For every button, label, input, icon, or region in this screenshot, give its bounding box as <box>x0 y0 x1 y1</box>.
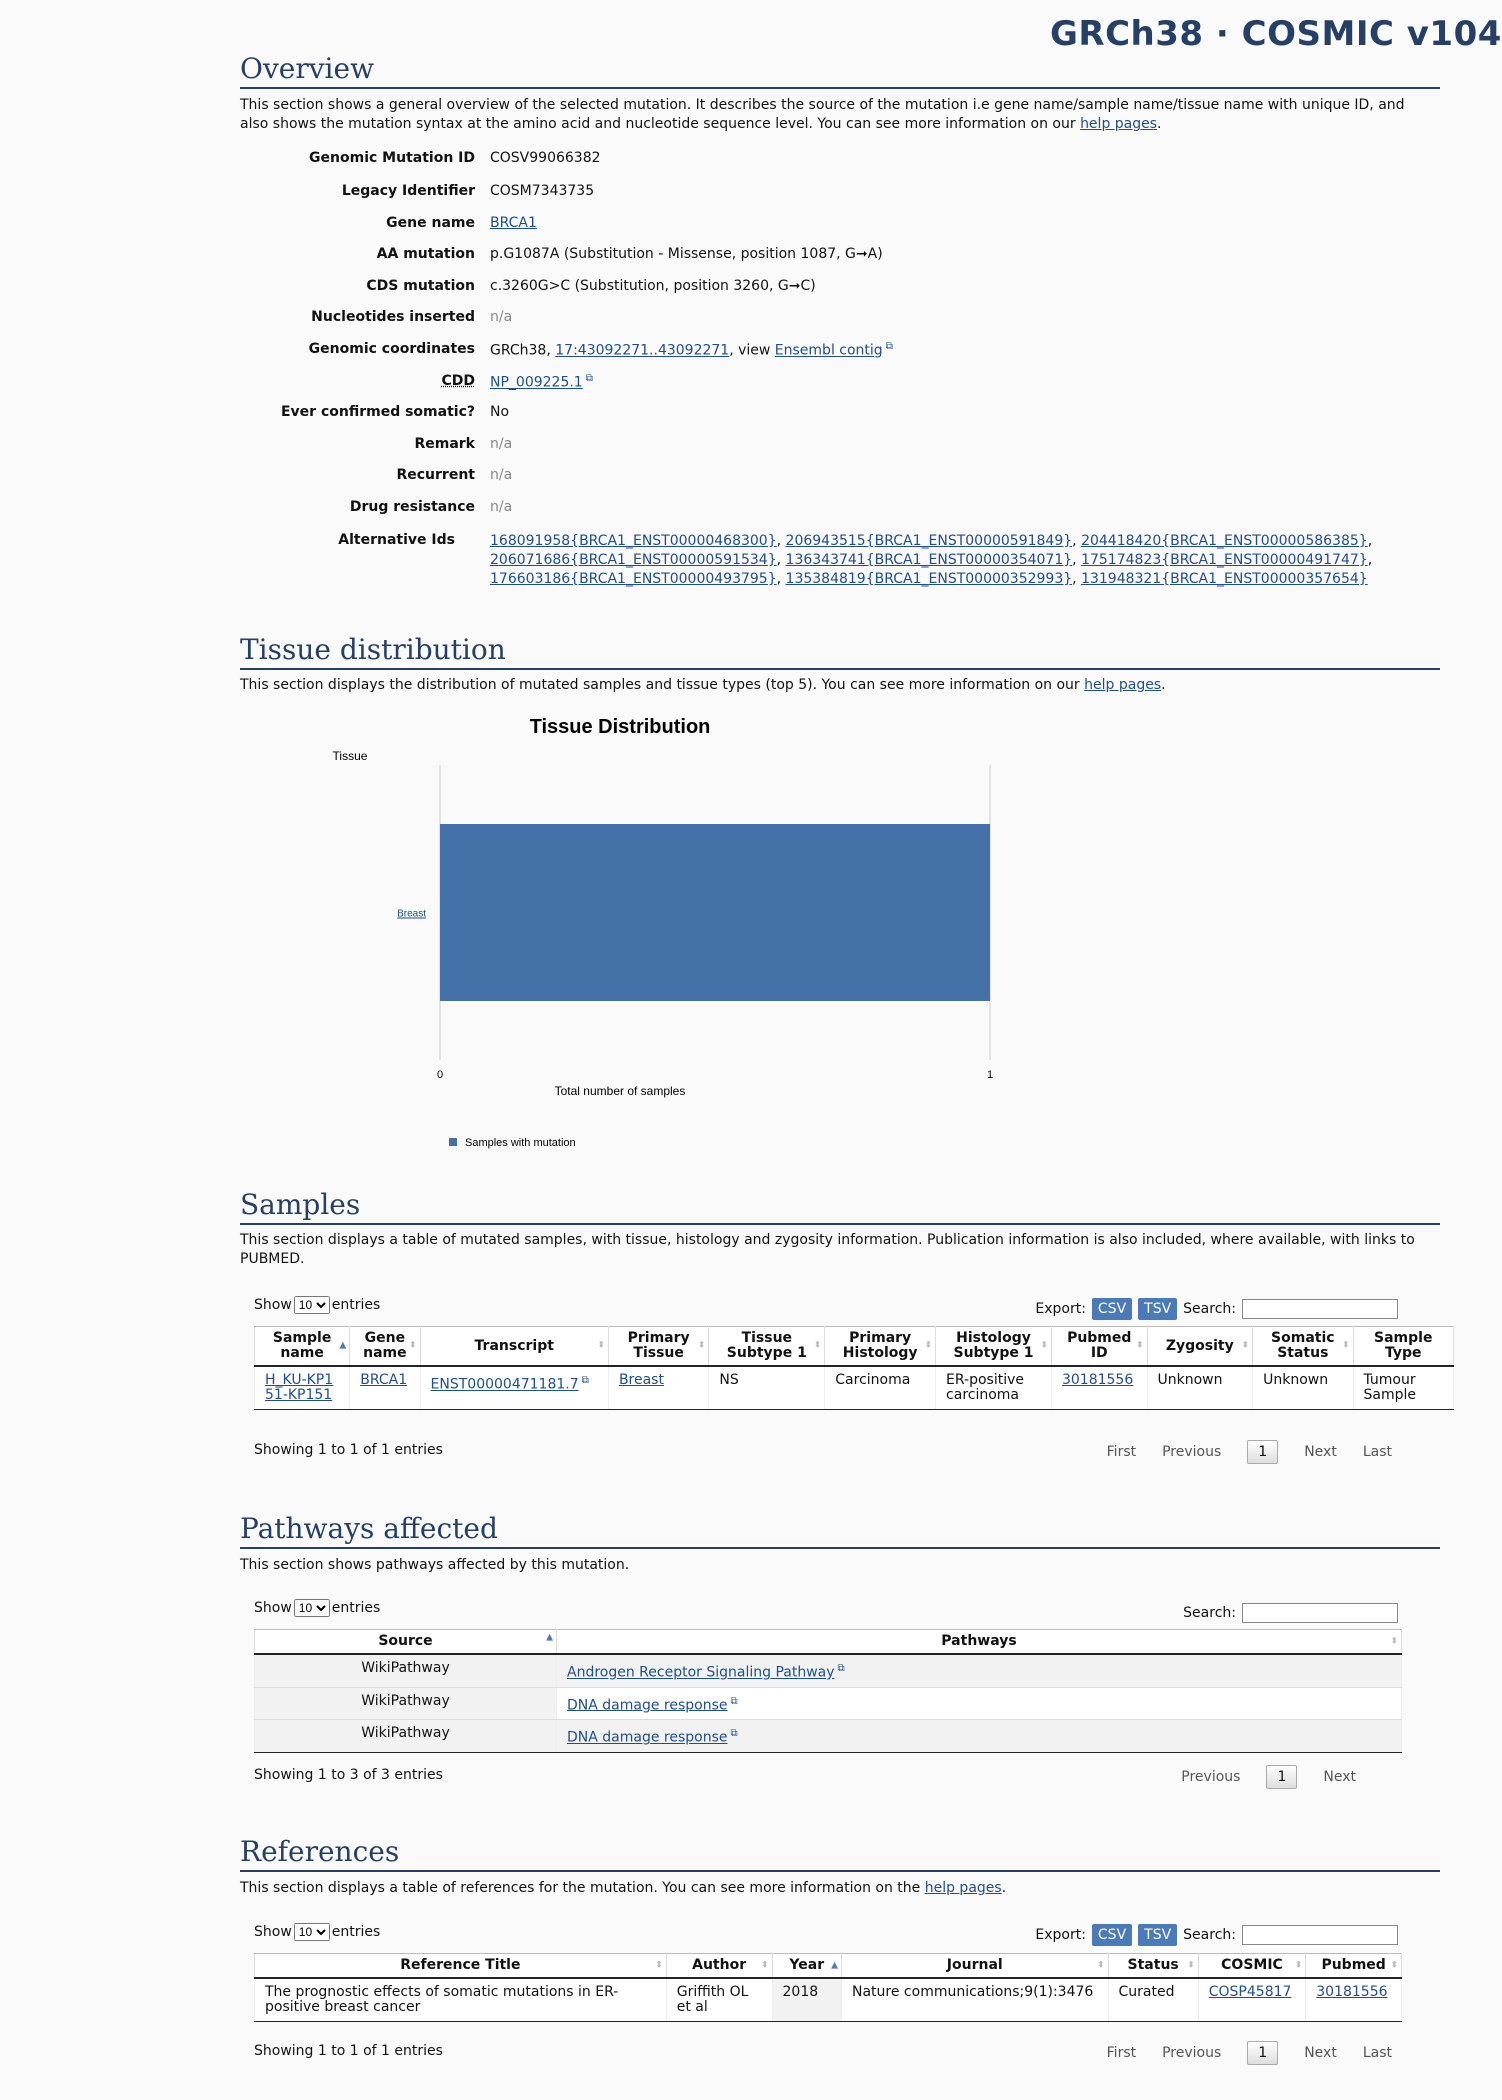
col-primary-histology[interactable]: Primary Histology ⬍ <box>825 1327 936 1367</box>
alt-id-link[interactable]: 175174823{BRCA1_ENST00000491747} <box>1081 552 1368 568</box>
external-link-icon: ⧉ <box>730 1695 738 1707</box>
table-row <box>255 1654 1402 1687</box>
genomic-coordinates-label: Genomic coordinates <box>308 341 475 357</box>
export-label: Export: <box>1035 1927 1086 1943</box>
aa-mutation-label: AA mutation <box>376 246 475 262</box>
reference-title-cell: The prognostic effects of somatic mutations in ER-positive breast cancer <box>255 1978 667 2022</box>
pager-next[interactable]: Next <box>1304 2045 1337 2061</box>
samples-info: Showing 1 to 1 of 1 entries <box>254 1442 443 1458</box>
alt-id-link[interactable]: 176603186{BRCA1_ENST00000493795} <box>490 571 777 587</box>
page-brand-title: GRCh38 · COSMIC v104 <box>1050 14 1502 54</box>
alt-id-link[interactable]: 168091958{BRCA1_ENST00000468300} <box>490 533 777 549</box>
col-author[interactable]: Author ⬍ <box>666 1954 772 1979</box>
references-help-link[interactable]: help pages <box>924 1880 1002 1896</box>
pathway-link[interactable]: DNA damage response <box>567 1729 728 1746</box>
pathway-link[interactable]: Androgen Receptor Signaling Pathway <box>567 1664 835 1681</box>
chart-bar-breast <box>440 824 990 1001</box>
references-tsv-button[interactable]: TSV <box>1138 1924 1177 1946</box>
col-sample-name[interactable]: Sample name ▲ <box>255 1327 350 1367</box>
chart-bars <box>440 824 990 1001</box>
nucleotides-inserted-value: n/a <box>490 309 513 325</box>
tissue-link[interactable]: Breast <box>618 1372 664 1388</box>
alt-id-link[interactable]: 136343741{BRCA1_ENST00000354071} <box>785 552 1073 568</box>
reference-journal-cell: Nature communications;9(1):3476 <box>842 1978 1109 2022</box>
pager-page-1[interactable]: 1 <box>1247 1440 1278 1464</box>
pathways-page-size: Show 10 entries <box>254 1599 380 1617</box>
legacy-id-label: Legacy Identifier <box>341 183 475 199</box>
overview-heading: Overview <box>240 52 1440 89</box>
remark-label: Remark <box>414 436 475 452</box>
pathways-info: Showing 1 to 3 of 3 entries <box>254 1767 443 1783</box>
gene-name-link[interactable]: BRCA1 <box>490 215 537 231</box>
pager-previous[interactable]: Previous <box>1162 1444 1222 1460</box>
pager-last[interactable]: Last <box>1362 1444 1392 1460</box>
col-journal[interactable]: Journal ⬍ <box>842 1954 1109 1979</box>
sample-type-cell: Tumour Sample <box>1353 1366 1454 1410</box>
external-link-icon: ⧉ <box>585 373 593 384</box>
drug-resistance-label: Drug resistance <box>349 499 475 515</box>
genomic-id-value: COSV99066382 <box>490 150 601 166</box>
samples-page-size: Show 10 entries <box>254 1296 380 1314</box>
pathways-page-size-select[interactable] <box>294 1599 330 1617</box>
pager-next[interactable]: Next <box>1323 1769 1356 1785</box>
cds-mutation-value: c.3260G>C (Substitution, position 3260, G➞C) <box>490 278 816 294</box>
pathways-search-input[interactable] <box>1242 1603 1398 1623</box>
search-label: Search: <box>1183 1927 1236 1943</box>
col-transcript[interactable]: Transcript ⬍ <box>420 1327 608 1367</box>
chart-x-axis-label: Total number of samples <box>554 1084 686 1098</box>
remark-value: n/a <box>490 436 513 452</box>
reference-author-cell: Griffith OL et al <box>666 1978 772 2022</box>
chart-x-tick-label: 0 <box>436 1069 444 1081</box>
genomic-id-label: Genomic Mutation ID <box>309 150 475 166</box>
pager-next[interactable]: Next <box>1304 1444 1337 1460</box>
alternative-ids-label: Alternative Ids <box>338 532 455 548</box>
reference-cosmic-link[interactable]: COSP45817 <box>1208 1984 1292 2000</box>
pager-page-1[interactable]: 1 <box>1247 2041 1278 2065</box>
pathways-header-row <box>255 1630 1402 1655</box>
references-pagination <box>1107 2041 1392 2065</box>
col-status[interactable]: Status ⬍ <box>1108 1954 1198 1979</box>
transcript-link[interactable]: ENST00000471181.7 <box>430 1376 579 1393</box>
somatic-status-cell: Unknown <box>1253 1366 1353 1410</box>
references-table <box>254 1953 1402 2022</box>
recurrent-label: Recurrent <box>396 467 475 483</box>
references-search-input[interactable] <box>1242 1925 1398 1945</box>
alt-id-link[interactable]: 204418420{BRCA1_ENST00000586385} <box>1081 533 1368 549</box>
gene-name-label: Gene name <box>386 215 475 231</box>
overview-help-link[interactable]: help pages <box>1080 116 1158 132</box>
references-description: This section displays a table of references for the mutation. You can see more information on the help pages. <box>240 1880 1007 1896</box>
cdd-label: CDD <box>441 373 475 389</box>
samples-page-size-select[interactable] <box>294 1296 330 1314</box>
col-zygosity[interactable]: Zygosity ⬍ <box>1147 1327 1253 1367</box>
col-year[interactable]: Year ▲ <box>772 1954 841 1979</box>
tissue-subtype-cell: NS <box>709 1366 825 1410</box>
samples-heading: Samples <box>240 1188 1440 1225</box>
histology-subtype-cell: ER-positive carcinoma <box>936 1366 1052 1410</box>
pathways-pagination <box>1181 1765 1356 1789</box>
samples-tsv-button[interactable]: TSV <box>1138 1298 1177 1320</box>
chart-legend <box>449 1137 576 1149</box>
references-page-size: Show 10 entries <box>254 1923 380 1941</box>
pathways-heading: Pathways affected <box>240 1512 1440 1549</box>
samples-table <box>254 1326 1454 1410</box>
external-link-icon: ⧉ <box>837 1663 845 1674</box>
cdd-link[interactable]: NP_009225.1 <box>490 374 583 391</box>
tissue-help-link[interactable]: help pages <box>1084 677 1162 693</box>
pager-previous[interactable]: Previous <box>1181 1769 1241 1785</box>
samples-toolbar <box>1035 1298 1398 1320</box>
pathways-table <box>254 1629 1402 1753</box>
drug-resistance-value: n/a <box>490 499 513 515</box>
genomic-coordinates-link[interactable]: 17:43092271..43092271 <box>555 342 730 359</box>
col-tissue-subtype[interactable]: Tissue Subtype 1 ⬍ <box>709 1327 825 1367</box>
histology-cell: Carcinoma <box>825 1366 936 1410</box>
aa-mutation-value: p.G1087A (Substitution - Missense, position 1087, G➞A) <box>490 246 883 262</box>
reference-pubmed-link[interactable]: 30181556 <box>1316 1984 1388 2000</box>
col-cosmic[interactable]: COSMIC ⬍ <box>1198 1954 1306 1979</box>
chart-legend-label: Samples with mutation <box>465 1137 576 1149</box>
references-header-row <box>255 1954 1402 1979</box>
table-row <box>255 1366 1454 1410</box>
col-somatic-status[interactable]: Somatic Status ⬍ <box>1253 1327 1353 1367</box>
pager-first[interactable]: First <box>1106 1444 1137 1460</box>
search-label: Search: <box>1183 1301 1236 1317</box>
alt-id-link[interactable]: 135384819{BRCA1_ENST00000352993} <box>785 571 1073 587</box>
chart-legend-swatch <box>449 1138 457 1146</box>
recurrent-value: n/a <box>490 467 513 483</box>
col-pathways[interactable]: Pathways ⬍ <box>557 1630 1402 1655</box>
reference-status-cell: Curated <box>1108 1978 1198 2022</box>
chart-title: Tissue Distribution <box>529 716 711 738</box>
chart-category-labels <box>397 909 426 920</box>
pathway-link[interactable]: DNA damage response <box>567 1697 728 1714</box>
pager-previous[interactable]: Previous <box>1162 2045 1222 2061</box>
chart-x-tick-label: 1 <box>986 1069 994 1081</box>
external-link-icon: ⧉ <box>885 341 893 352</box>
references-info: Showing 1 to 1 of 1 entries <box>254 2043 443 2059</box>
col-histology-subtype[interactable]: Histology Subtype 1 ⬍ <box>936 1327 1052 1367</box>
samples-pagination <box>1107 1440 1392 1464</box>
tissue-distribution-chart <box>240 700 1040 1170</box>
cds-mutation-label: CDS mutation <box>366 278 475 294</box>
col-reference-title[interactable]: Reference Title ⬍ <box>255 1954 667 1979</box>
alt-id-link[interactable]: 206943515{BRCA1_ENST00000591849} <box>785 533 1073 549</box>
samples-search-input[interactable] <box>1242 1299 1398 1319</box>
export-label: Export: <box>1035 1301 1086 1317</box>
alt-id-link[interactable]: 206071686{BRCA1_ENST00000591534} <box>490 552 777 568</box>
table-row <box>255 1978 1402 2022</box>
tissue-distribution-heading: Tissue distribution <box>240 633 1440 670</box>
pathway-source-cell: WikiPathway <box>255 1687 557 1720</box>
col-pubmed[interactable]: Pubmed ⬍ <box>1306 1954 1402 1979</box>
external-link-icon: ⧉ <box>730 1728 738 1740</box>
references-toolbar <box>1035 1924 1398 1946</box>
pathways-description: This section shows pathways affected by this mutation. <box>240 1557 630 1573</box>
reference-year-cell: 2018 <box>772 1978 841 2022</box>
sample-gene-link[interactable]: BRCA1 <box>360 1372 408 1388</box>
alt-id-link[interactable]: 131948321{BRCA1_ENST00000357654} <box>1081 571 1368 587</box>
ensembl-contig-link[interactable]: Ensembl contig <box>774 342 883 359</box>
chart-category-label[interactable]: Breast <box>397 908 426 920</box>
col-gene-name[interactable]: Gene name ⬍ <box>350 1327 420 1367</box>
pubmed-link[interactable]: 30181556 <box>1061 1372 1134 1388</box>
table-row <box>255 1687 1402 1720</box>
tissue-distribution-description: This section displays the distribution of mutated samples and tissue types (top 5). You can see more information on our help pages. <box>240 677 1166 693</box>
ever-confirmed-somatic-value: No <box>490 404 510 420</box>
alternative-ids-list: 168091958{BRCA1_ENST00000468300}, 206943515{BRCA1_ENST00000591849}, 204418420{BRCA1_ENST00000586385}, 206071686{BRCA1_ENST00000591534}, 136343741{BRCA1_ENST00000354071}, 175174823{BRCA1_ENST00000491747}, 176603186{BRCA1_ENST00000493795}, 135384819{BRCA1_ENST00000352993}, 131948321{BRCA1_ENST00000357654} <box>490 533 1373 587</box>
col-sample-type[interactable]: Sample Type <box>1353 1327 1454 1367</box>
samples-csv-button[interactable]: CSV <box>1092 1298 1132 1320</box>
pager-last[interactable]: Last <box>1362 2045 1392 2061</box>
samples-header-row <box>255 1327 1454 1367</box>
references-heading: References <box>240 1835 1440 1872</box>
pathway-source-cell: WikiPathway <box>255 1720 557 1753</box>
overview-description: This section shows a general overview of the selected mutation. It describes the source of the mutation i.e gene name/sample name/tissue name with unique ID, and also shows the mutation syntax at the amino acid and nucleotide sequence level. You can see more information on our help pages. <box>240 97 1405 132</box>
pager-page-1[interactable]: 1 <box>1266 1765 1297 1789</box>
sample-name-link[interactable]: H_KU-KP151-KP151 <box>265 1372 334 1403</box>
zygosity-cell: Unknown <box>1147 1366 1253 1410</box>
col-source[interactable]: Source ▲ <box>255 1630 557 1655</box>
chart-y-axis-label: Tissue <box>332 749 368 763</box>
ever-confirmed-somatic-label: Ever confirmed somatic? <box>280 404 475 420</box>
chart-x-tick-labels <box>437 1069 993 1081</box>
references-csv-button[interactable]: CSV <box>1092 1924 1132 1946</box>
search-label: Search: <box>1183 1605 1236 1621</box>
legacy-id-value: COSM7343735 <box>490 183 595 199</box>
col-primary-tissue[interactable]: Primary Tissue ⬍ <box>608 1327 708 1367</box>
table-row <box>255 1720 1402 1753</box>
references-page-size-select[interactable] <box>294 1923 330 1941</box>
nucleotides-inserted-label: Nucleotides inserted <box>311 309 475 325</box>
pathways-toolbar <box>1183 1603 1398 1623</box>
pager-first[interactable]: First <box>1106 2045 1137 2061</box>
col-pubmed-id[interactable]: Pubmed ID ⬍ <box>1051 1327 1147 1367</box>
external-link-icon: ⧉ <box>581 1375 589 1386</box>
pathway-source-cell: WikiPathway <box>255 1654 557 1687</box>
samples-description: This section displays a table of mutated samples, with tissue, histology and zygosity information. Publication information is also included, where available, with links to PUBMED. <box>240 1232 1415 1267</box>
